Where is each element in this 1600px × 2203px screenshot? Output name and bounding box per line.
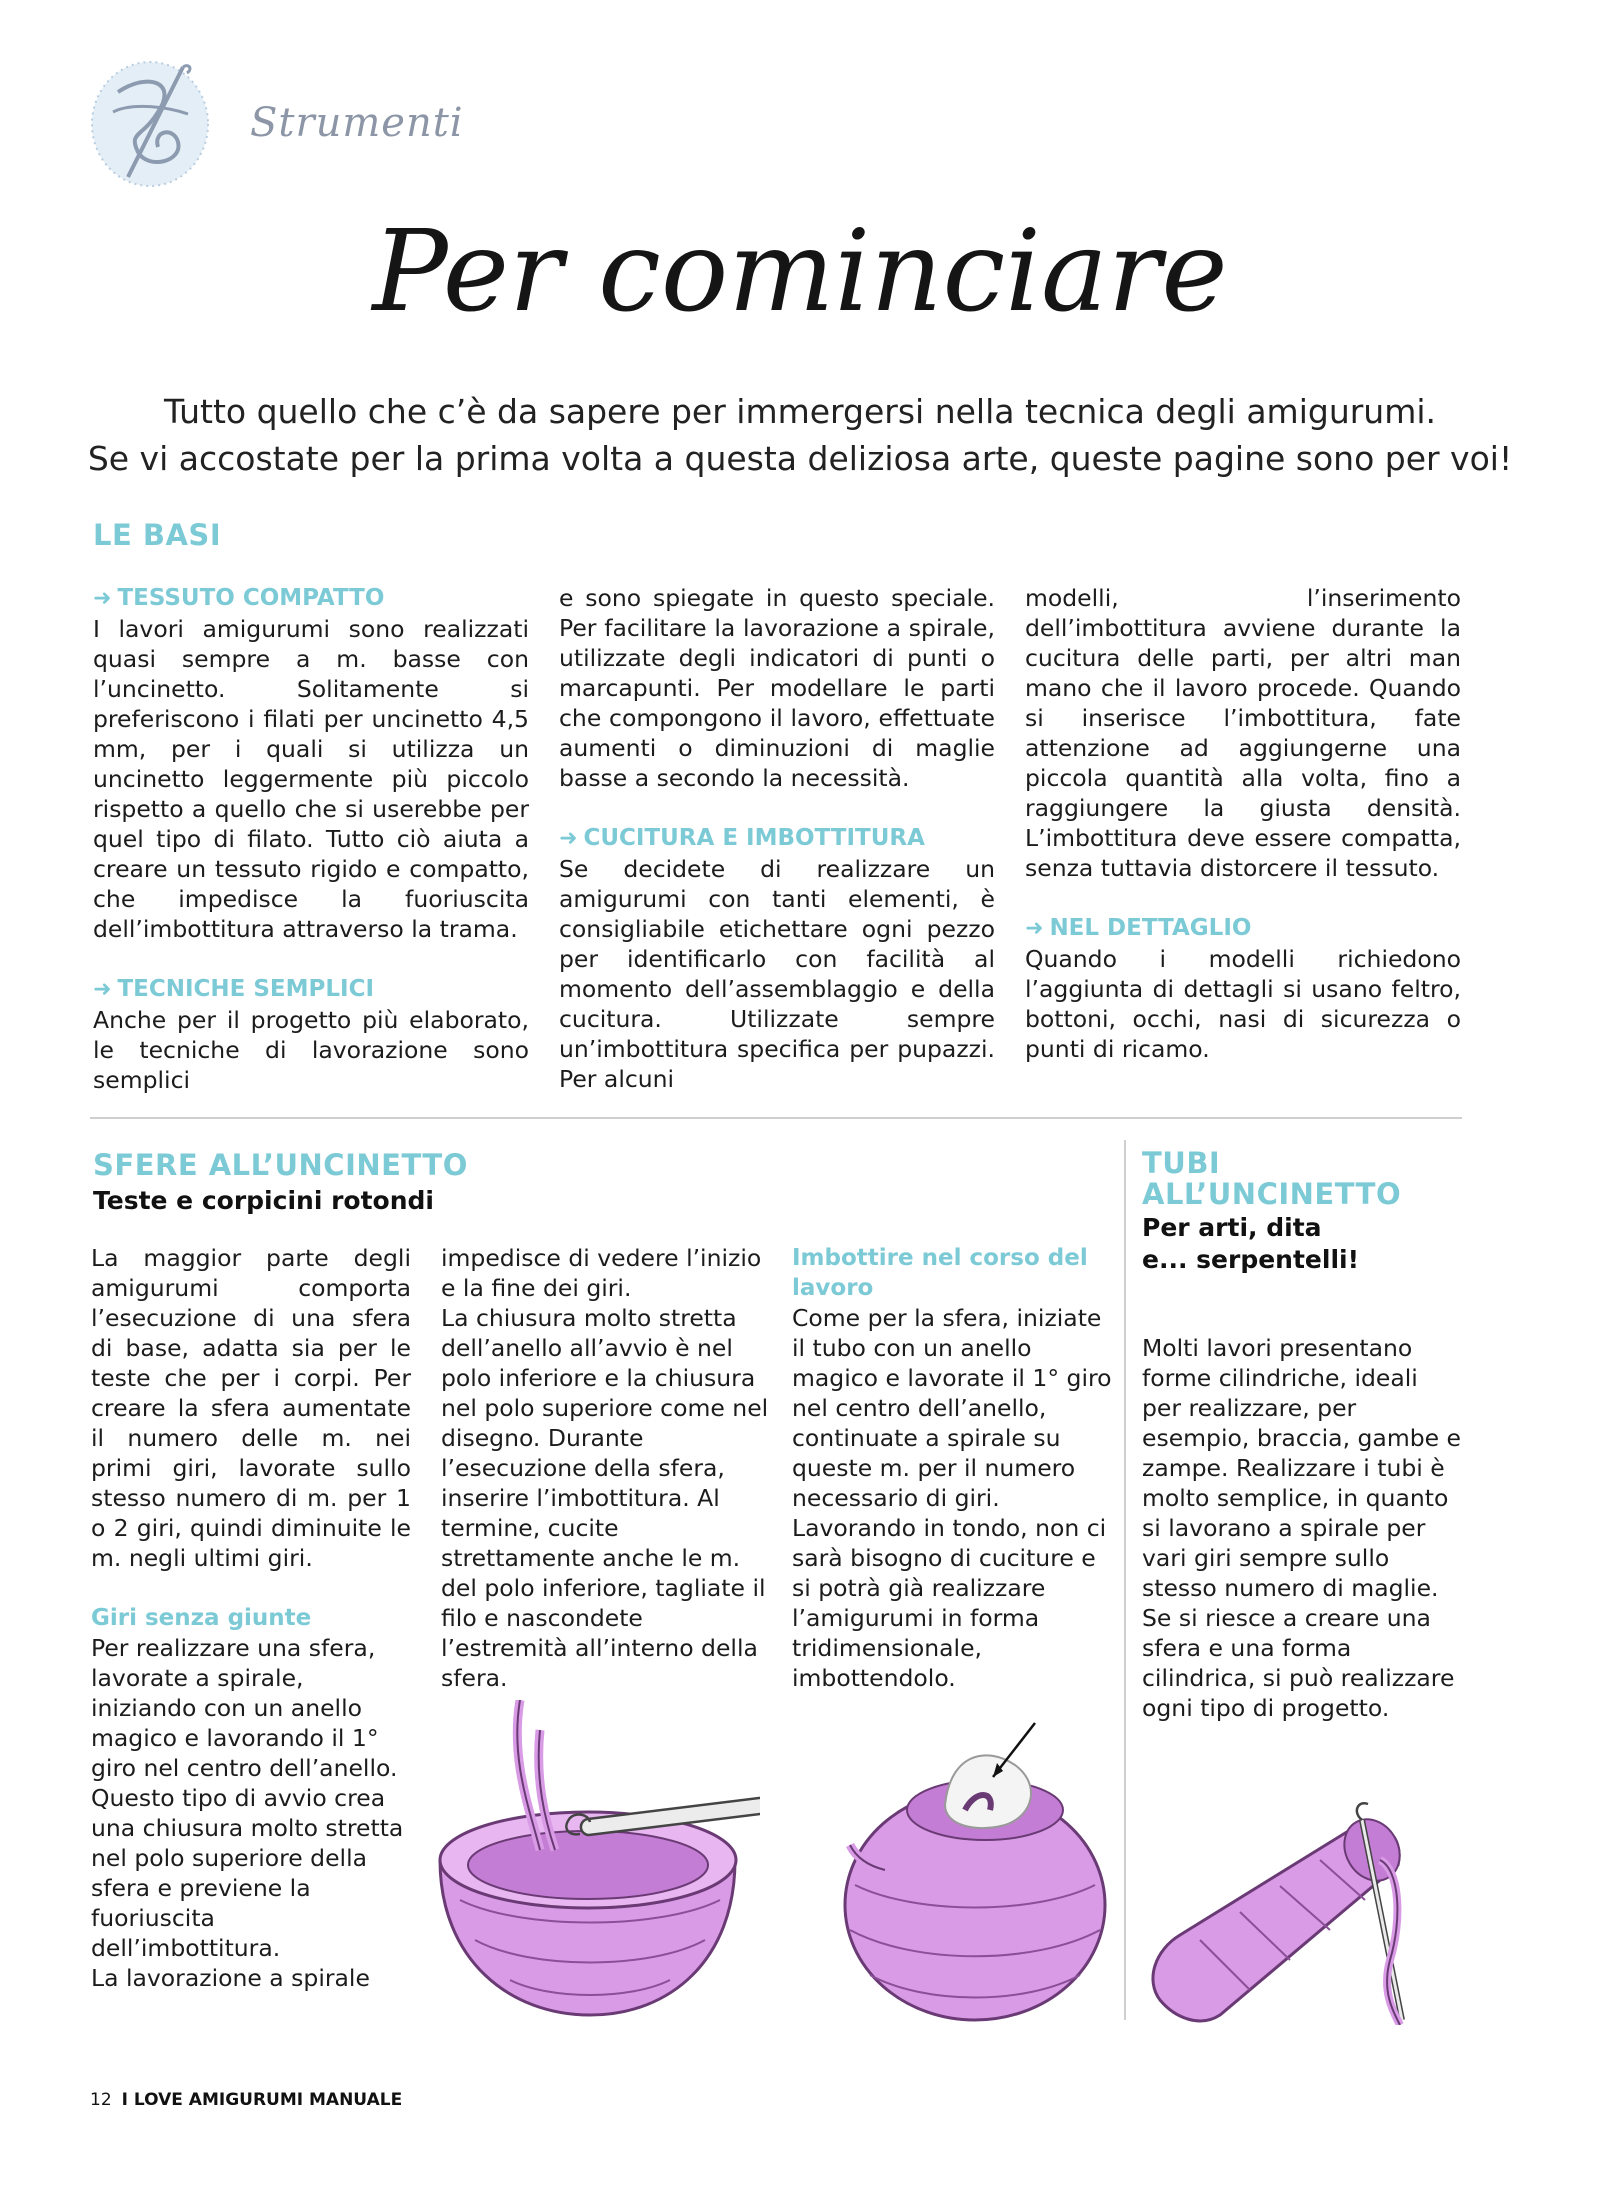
tecniche-text-b: e sono spiegate in questo speciale. Per facilitare la lavorazione a spirale, utilizzate degli indicatori di punti o marcapunti. Per modellare le parti che compongono il lavoro, effettuate aumenti o diminuzioni di maglie basse a secondo la necessità.: [559, 584, 995, 792]
sfere-kicker: Teste e corpicini rotondi: [93, 1186, 434, 1215]
giri-text-3: La lavorazione a spirale: [91, 1964, 370, 1992]
dettaglio-text: Quando i modelli richiedono l’aggiunta di dettagli si usano feltro, bottoni, occhi, nasi di sicurezza o punti di ricamo.: [1025, 945, 1461, 1063]
cucitura-text-a: Se decidete di realizzare un amigurumi con tanti elementi, è consigliabile etichettare ogni pezzo per identificarlo con facilità al momento dell’assemblaggio e della cucitura. Utilizzate sempre un’imbottitura specifica per pupazzi. Per alcuni: [559, 855, 995, 1093]
section-divider: [90, 1117, 1462, 1119]
tubi-heading: TUBI ALL’UNCINETTO: [1142, 1146, 1402, 1211]
imbottire-heading: Imbottire nel corso del lavoro: [792, 1245, 1088, 1301]
sfere-column-1: [91, 1243, 411, 1993]
arrow-right-icon: ➜: [559, 826, 578, 851]
cucitura-heading: ➜ CUCITURA E IMBOTTITURA: [559, 823, 995, 854]
sfere-intro-text: La maggior parte degli amigurumi comporta l’esecuzione di una sfera di base, adatta sia per le teste che per i corpi. Per creare la sfera aumentate il numero delle m. nei primi giri, lavorate sullo stesso numero di m. per 1 o 2 giri, quindi diminuite le m. negli ultimi giri.: [91, 1244, 411, 1572]
cucitura-text-b: modelli, l’inserimento dell’imbottitura avviene durante la cucitura delle parti, per altri man mano che il lavoro procede. Quando si inserisce l’imbottitura, fate attenzione ad aggiungerne una piccola quantità alla volta, fino a raggiungere la giusta densità. L’imbottitura deve essere compatta, senza tuttavia distorcere il tessuto.: [1025, 584, 1461, 882]
open-sphere-illustration: [430, 1700, 760, 2030]
giri-text-1: Per realizzare una sfera, lavorate a spirale, iniziando con un anello magico e lavorando il 1° giro nel centro dell’anello.: [91, 1634, 398, 1782]
sfere-column-3: [792, 1243, 1112, 1693]
sfere-col2-text-1: impedisce di vedere l’inizio e la fine dei giri.: [441, 1244, 762, 1302]
le-basi-column-2: [559, 583, 995, 1094]
sfere-column-2: [441, 1243, 771, 1693]
le-basi-column-3: [1025, 583, 1461, 1064]
subtitle-line-2: Se vi accostate per la prima volta a questa deliziosa arte, queste pagine sono per voi!: [87, 439, 1513, 478]
tubi-kicker: Per arti, dita e... serpentelli!: [1142, 1213, 1359, 1274]
le-basi-heading: LE BASI: [93, 518, 222, 552]
page-subtitle: [0, 388, 1600, 482]
page-title: Per cominciare: [372, 207, 1228, 337]
arrow-right-icon: ➜: [93, 977, 112, 1002]
tecniche-heading: ➜ TECNICHE SEMPLICI: [93, 974, 529, 1005]
imbottire-text: Come per la sfera, iniziate il tubo con un anello magico e lavorate il 1° giro nel centro dell’anello, continuate a spirale su queste m. per il numero necessario di giri. Lavorando in tondo, non ci sarà bisogno di cuciture e si potrà già realizzare l’amigurumi in forma tridimensionale, imbottendolo.: [792, 1304, 1112, 1692]
tecniche-text-a: Anche per il progetto più elaborato, le tecniche di lavorazione sono semplici: [93, 1006, 529, 1094]
crochet-tube-illustration: [1140, 1790, 1460, 2025]
tessuto-text: I lavori amigurumi sono realizzati quasi sempre a m. basse con l’uncinetto. Solitamente si preferiscono i filati per uncinetto 4,5 mm, per i quali si utilizza un uncinetto leggermente più piccolo rispetto a quello che si userebbe per quel tipo di filato. Tutto ciò aiuta a creare un tessuto rigido e compatto, che impedisce la fuoriuscita dell’imbottitura attraverso la trama.: [93, 615, 529, 943]
column-divider: [1124, 1140, 1126, 2020]
dettaglio-heading: ➜ NEL DETTAGLIO: [1025, 913, 1461, 944]
sfere-heading: SFERE ALL’UNCINETTO: [93, 1148, 468, 1182]
page-number: 12: [90, 2090, 112, 2110]
giri-heading: Giri senza giunte: [91, 1605, 312, 1631]
tubi-text: Molti lavori presentano forme cilindriche, ideali per realizzare, per esempio, braccia, gambe e zampe. Realizzare i tubi è molto semplice, in quanto si lavorano a spirale per vari giri sempre sullo stesso numero di maglie. Se si riesce a creare una sfera e una forma cilindrica, si può realizzare ogni tipo di progetto.: [1142, 1334, 1462, 1722]
arrow-right-icon: ➜: [93, 586, 112, 611]
arrow-right-icon: ➜: [1025, 916, 1044, 941]
tubi-column: [1142, 1333, 1462, 1723]
sfere-col2-text-2: La chiusura molto stretta dell’anello all’avvio è nel polo inferiore e la chiusura nel polo superiore come nel disegno. Durante l’esecuzione della sfera, inserire l’imbottitura. Al termine, cucite strettamente anche le m. del polo inferiore, tagliate il filo e nascondete l’estremità all’interno della sfera.: [441, 1304, 769, 1692]
magazine-name: I LOVE AMIGURUMI MANUALE: [121, 2090, 403, 2110]
section-badge: [88, 52, 216, 190]
giri-text-2: Questo tipo di avvio crea una chiusura molto stretta nel polo superiore della sfera e previene la fuoriuscita dell’imbottitura.: [91, 1784, 404, 1962]
crochet-hook-logo-icon: [88, 52, 216, 190]
tessuto-heading: ➜ TESSUTO COMPATTO: [93, 583, 529, 614]
subtitle-line-1: Tutto quello che c’è da sapere per immergersi nella tecnica degli amigurumi.: [163, 392, 1437, 431]
le-basi-column-1: [93, 583, 529, 1095]
page-footer: [90, 2090, 402, 2110]
section-label: Strumenti: [250, 100, 464, 146]
stuffed-sphere-illustration: [825, 1715, 1115, 2025]
